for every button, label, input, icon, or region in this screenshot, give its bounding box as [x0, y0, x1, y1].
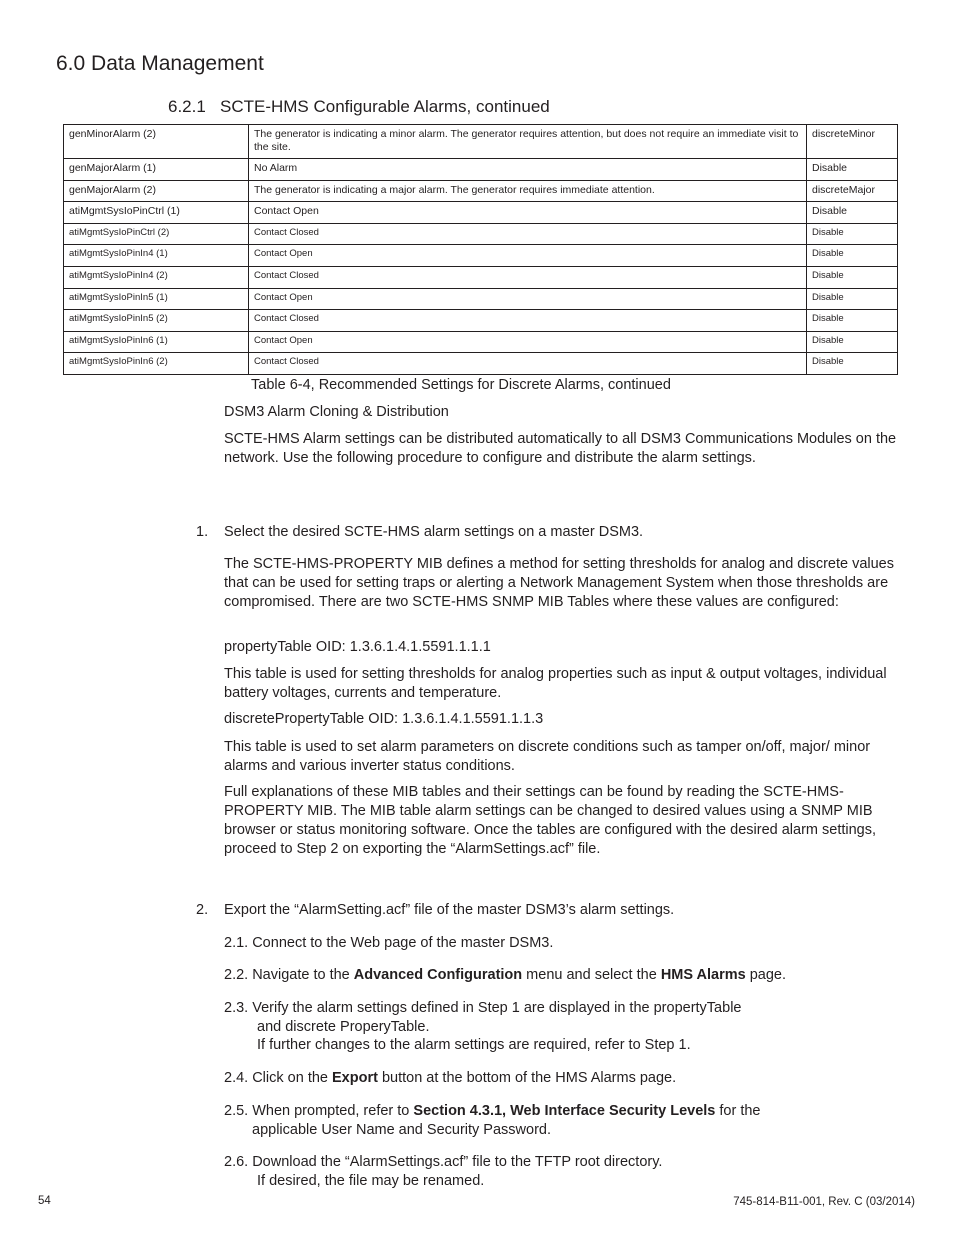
table-row — [64, 159, 898, 181]
table-cell-setting: Disable — [807, 266, 898, 288]
table-row — [64, 245, 898, 267]
table-row — [64, 223, 898, 245]
table-row — [64, 288, 898, 310]
step-1-number: 1. — [196, 524, 209, 540]
table-cell-setting: discreteMajor — [807, 180, 898, 202]
step-1-property-table-oid: propertyTable OID: 1.3.6.1.4.1.5591.1.1.1 — [224, 639, 491, 655]
step-1-paragraph-discrete-table: This table is used to set alarm parameters on discrete conditions such as tamper on/off, major/ minor alarms and various inverter status conditions. — [224, 739, 871, 774]
substep-2-5-text-a: 2.5. When prompted, refer to — [224, 1103, 414, 1119]
document-id: 745-814-B11-001, Rev. C (03/2014) — [733, 1196, 915, 1208]
substep-2-5-text-c: for the — [715, 1103, 761, 1119]
step-2-number: 2. — [196, 902, 209, 918]
table-row — [64, 310, 898, 332]
table-cell-setting: Disable — [807, 331, 898, 353]
table-cell-name: genMajorAlarm (2) — [64, 180, 249, 202]
table-cell-setting: Disable — [807, 288, 898, 310]
table-cell-name: atiMgmtSysIoPinCtrl (1) — [64, 202, 249, 224]
page-number: 54 — [38, 1195, 51, 1207]
table-cell-name: atiMgmtSysIoPinIn6 (1) — [64, 331, 249, 353]
table-cell-setting: discreteMinor — [807, 125, 898, 159]
substep-2-5-line-1 — [224, 1102, 904, 1121]
table-row — [64, 266, 898, 288]
subsection-title: 6.2.1 SCTE-HMS Configurable Alarms, continued — [168, 97, 550, 116]
alarm-settings-table — [63, 124, 898, 375]
table-cell-desc: Contact Open — [249, 288, 807, 310]
security-levels-section-ref: Section 4.3.1, Web Interface Security Levels — [413, 1103, 716, 1119]
table-row — [64, 331, 898, 353]
table-cell-name: genMinorAlarm (2) — [64, 125, 249, 159]
step-1-paragraph-explanations: Full explanations of these MIB tables and their settings can be found by reading the SCTE-HMS-PROPERTY MIB. The MIB table alarm settings can be changed to desired values using a SNMP MIB browser or status monitoring software. Once the tables are configured with the desired alarm settings, proceed to Step 2 on exporting the “AlarmSettings.acf” file. — [224, 784, 877, 857]
table-cell-desc: The generator is indicating a major alarm. The generator requires immediate attention. — [249, 180, 807, 202]
substep-2-2-text-e: page. — [745, 967, 787, 983]
step-1-discrete-table-oid: discretePropertyTable OID: 1.3.6.1.4.1.5591.1.1.3 — [224, 711, 544, 727]
table-cell-name: atiMgmtSysIoPinIn4 (2) — [64, 266, 249, 288]
table-caption: Table 6-4, Recommended Settings for Discrete Alarms, continued — [251, 377, 671, 393]
substep-2-2 — [224, 966, 904, 985]
table-cell-name: atiMgmtSysIoPinIn5 (2) — [64, 310, 249, 332]
substep-2-5-line-2: applicable User Name and Security Password. — [252, 1122, 551, 1138]
substep-2-6-line-1: 2.6. Download the “AlarmSettings.acf” file to the TFTP root directory. — [224, 1154, 663, 1170]
table-cell-setting: Disable — [807, 159, 898, 181]
substep-2-3-line-1: 2.3. Verify the alarm settings defined in Step 1 are displayed in the propertyTable — [224, 1000, 742, 1016]
substep-2-4-text-a: 2.4. Click on the — [224, 1070, 332, 1086]
substep-2-6-line-2: If desired, the file may be renamed. — [257, 1173, 485, 1189]
substep-2-3-line-2: and discrete ProperyTable. — [257, 1019, 430, 1035]
step-1-text: Select the desired SCTE-HMS alarm settings on a master DSM3. — [224, 524, 644, 540]
table-cell-name: atiMgmtSysIoPinIn5 (1) — [64, 288, 249, 310]
substep-2-3-line-3: If further changes to the alarm settings are required, refer to Step 1. — [257, 1037, 691, 1053]
table-cell-name: genMajorAlarm (1) — [64, 159, 249, 181]
step-1-paragraph-property-table: This table is used for setting thresholds for analog properties such as input & output voltages, individual battery voltages, currents and temperature. — [224, 666, 887, 701]
substep-2-2-text-a: 2.2. Navigate to the — [224, 967, 354, 983]
step-1-paragraph-mib: The SCTE-HMS-PROPERTY MIB defines a method for setting thresholds for analog and discrete values that can be used for setting traps or alerting a Network Management System when those thresholds are compromised. There are two SCTE-HMS SNMP MIB Tables where these values are configured: — [224, 556, 894, 610]
substep-2-4-text-c: button at the bottom of the HMS Alarms page. — [377, 1070, 677, 1086]
step-2-text: Export the “AlarmSetting.acf” file of the master DSM3’s alarm settings. — [224, 902, 675, 918]
table-cell-desc: Contact Open — [249, 202, 807, 224]
table-cell-desc: Contact Open — [249, 331, 807, 353]
table-cell-desc: No Alarm — [249, 159, 807, 181]
hms-alarms-page-ref: HMS Alarms — [660, 967, 746, 983]
table-row — [64, 180, 898, 202]
table-cell-setting: Disable — [807, 223, 898, 245]
table-cell-setting: Disable — [807, 310, 898, 332]
table-row — [64, 125, 898, 159]
table-row — [64, 202, 898, 224]
table-cell-desc: The generator is indicating a minor alarm. The generator requires attention, but does not require an immediate visit to the site. — [249, 125, 807, 159]
cloning-intro: SCTE-HMS Alarm settings can be distributed automatically to all DSM3 Communications Modules on the network. Use the following procedure to configure and distribute the alarm settings. — [224, 431, 897, 466]
table-cell-desc: Contact Closed — [249, 266, 807, 288]
table-cell-setting: Disable — [807, 353, 898, 375]
cloning-heading: DSM3 Alarm Cloning & Distribution — [224, 404, 449, 420]
section-title: 6.0 Data Management — [56, 52, 264, 75]
table-cell-desc: Contact Closed — [249, 223, 807, 245]
table-cell-setting: Disable — [807, 245, 898, 267]
table-row — [64, 353, 898, 375]
table-cell-setting: Disable — [807, 202, 898, 224]
substep-2-2-text-c: menu and select the — [522, 967, 661, 983]
table-cell-name: atiMgmtSysIoPinCtrl (2) — [64, 223, 249, 245]
substep-2-4 — [224, 1069, 904, 1088]
table-cell-name: atiMgmtSysIoPinIn6 (2) — [64, 353, 249, 375]
table-cell-desc: Contact Closed — [249, 353, 807, 375]
advanced-configuration-menu-ref: Advanced Configuration — [353, 967, 523, 983]
table-cell-desc: Contact Open — [249, 245, 807, 267]
export-button-ref: Export — [332, 1070, 378, 1086]
table-cell-name: atiMgmtSysIoPinIn4 (1) — [64, 245, 249, 267]
substep-2-1: 2.1. Connect to the Web page of the master DSM3. — [224, 935, 554, 951]
table-cell-desc: Contact Closed — [249, 310, 807, 332]
